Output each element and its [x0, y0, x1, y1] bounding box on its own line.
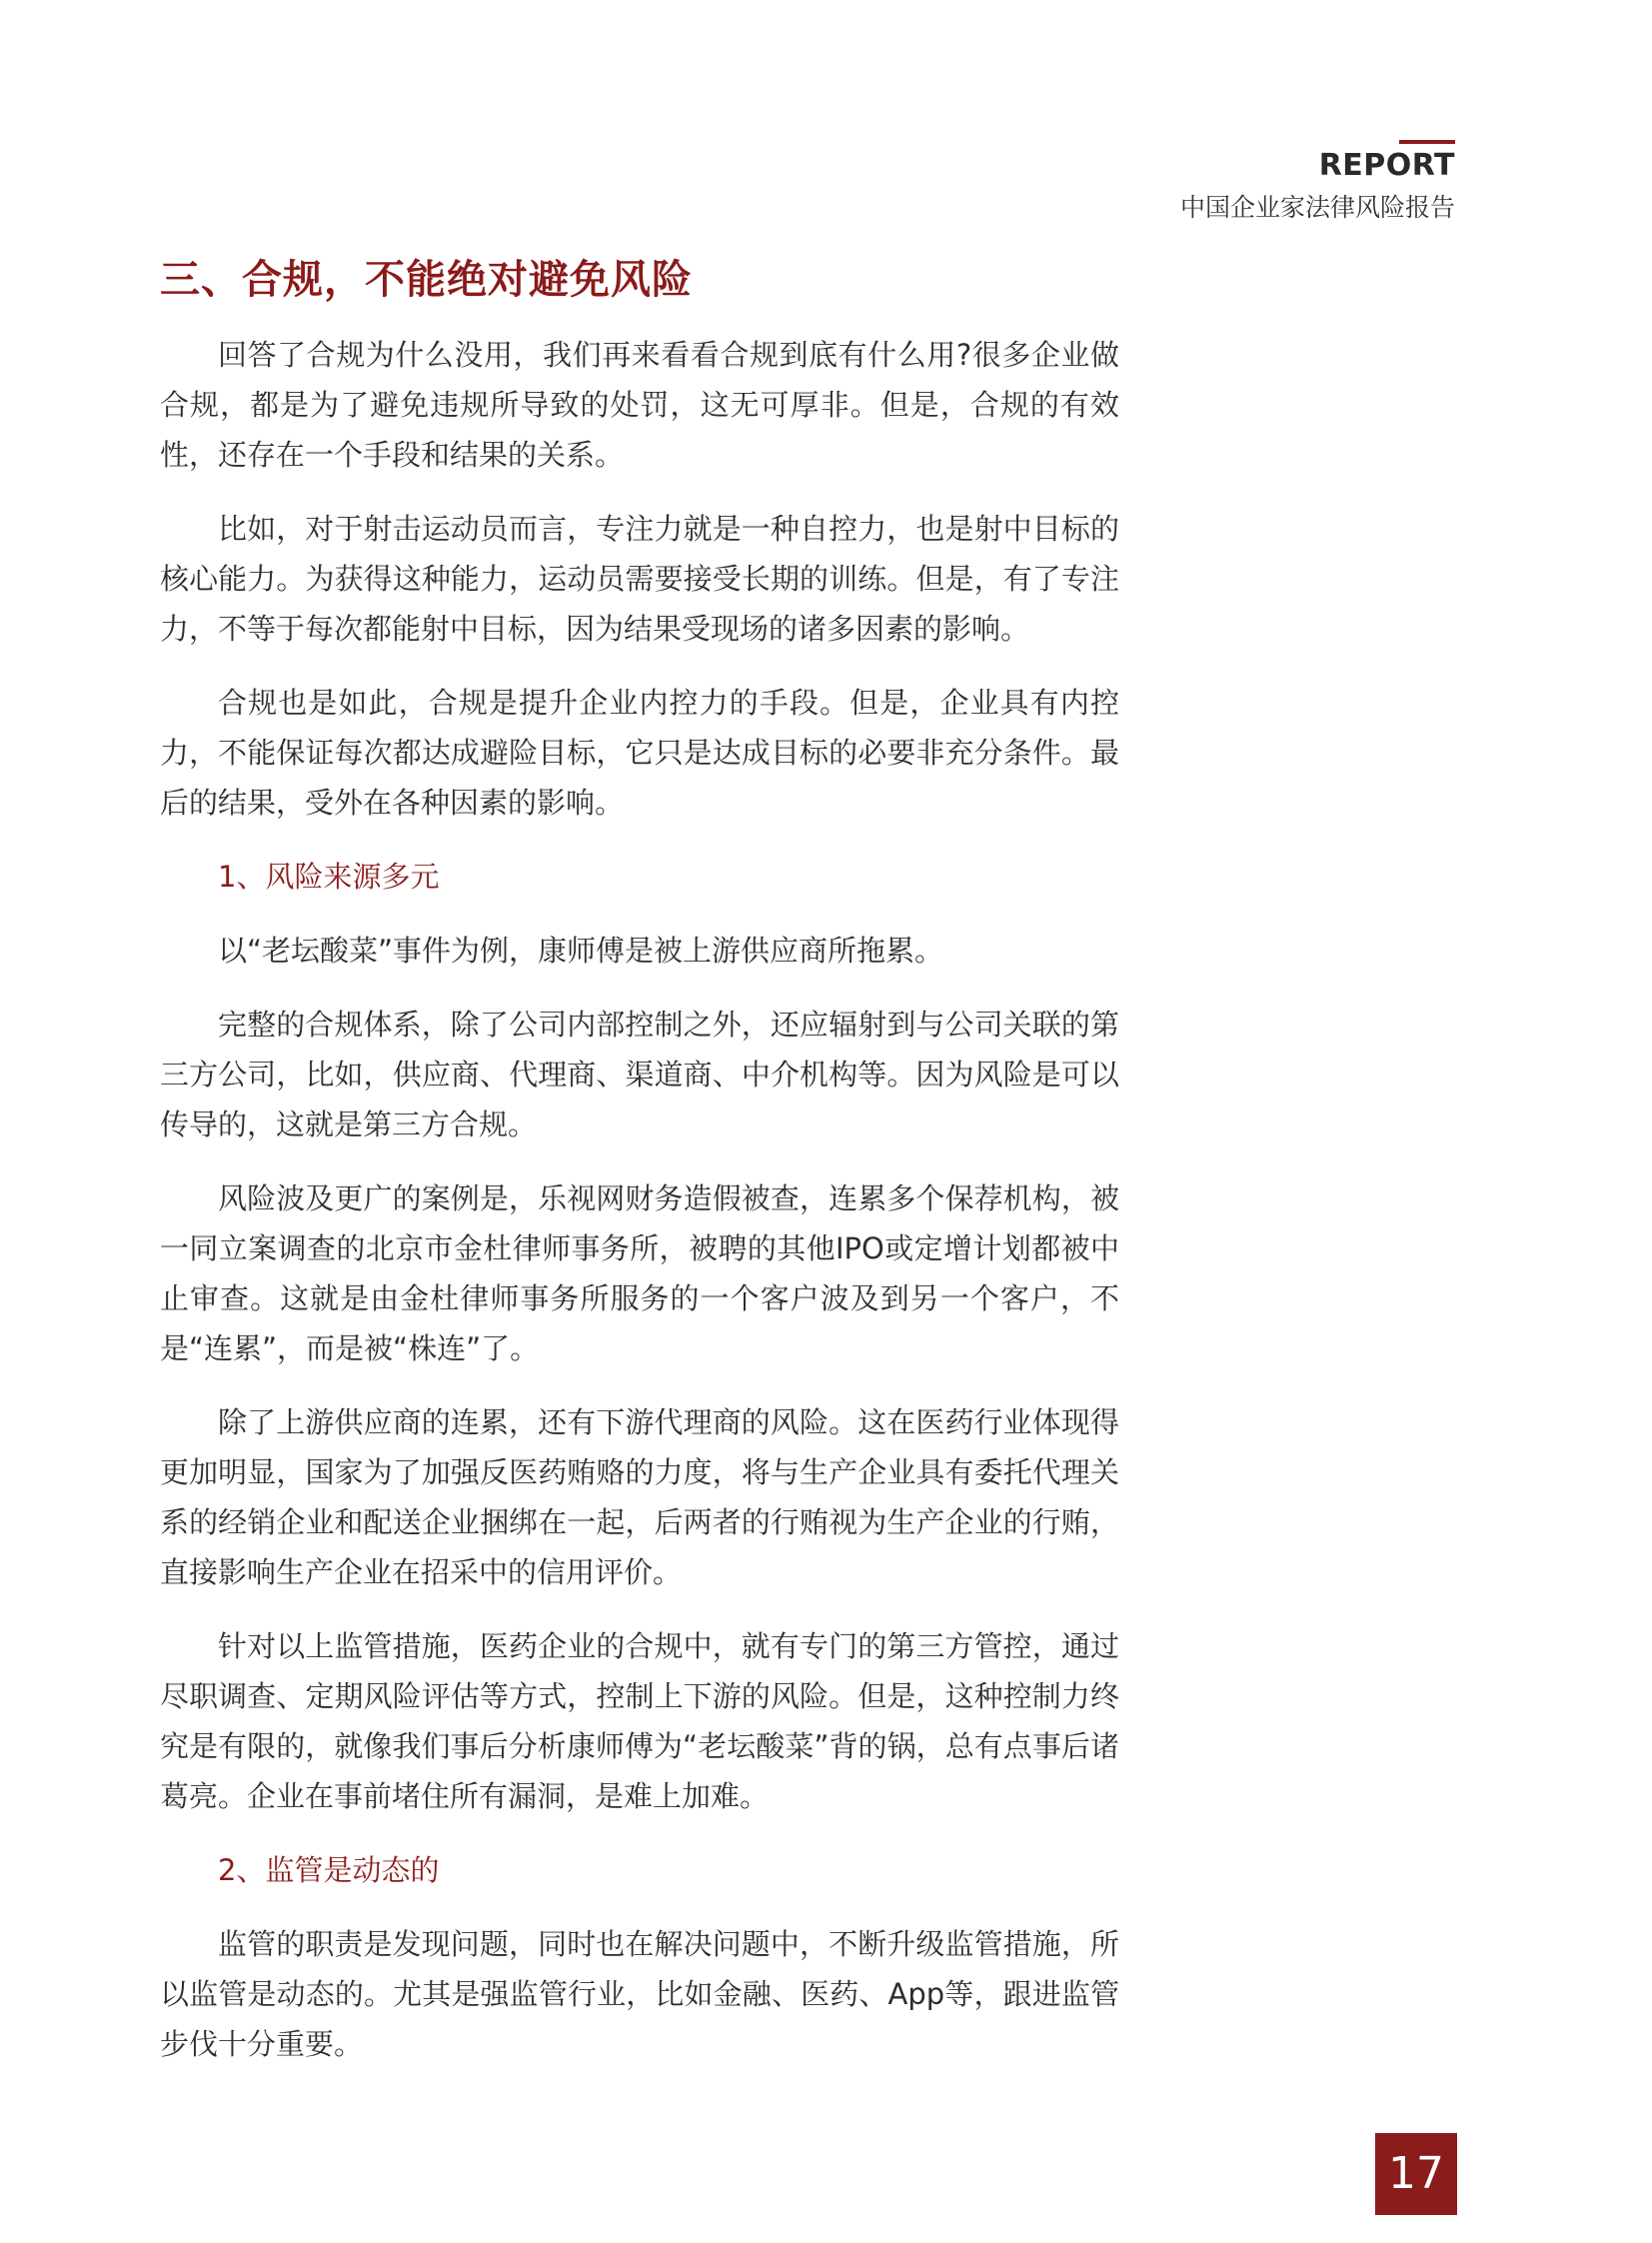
report-title: REPORT: [1318, 148, 1455, 183]
paragraph: 针对以上监管措施，医药企业的合规中，就有专门的第三方管控，通过尽职调查、定期风险评估等方式，控制上下游的风险。但是，这种控制力终究是有限的，就像我们事后分析康师傅为“老坛酸菜”背的锅，总有点事后诸葛亮。企业在事前堵住所有漏洞，是难上加难。: [160, 1629, 1119, 1813]
paragraph: 除了上游供应商的连累，还有下游代理商的风险。这在医药行业体现得更加明显，国家为了加强反医药贿赂的力度，将与生产企业具有委托代理关系的经销企业和配送企业捆绑在一起，后两者的行贿视为生产企业的行贿，直接影响生产企业在招采中的信用评价。: [160, 1405, 1119, 1589]
section-title: 三、合规，不能绝对避免风险: [160, 257, 693, 303]
paragraph: 以“老坛酸菜”事件为例，康师傅是被上游供应商所拖累。: [218, 934, 944, 968]
report-subtitle: 中国企业家法律风险报告: [1179, 193, 1455, 222]
paragraph: 比如，对于射击运动员而言，专注力就是一种自控力，也是射中目标的核心能力。为获得这种能力，运动员需要接受长期的训练。但是，有了专注力，不等于每次都能射中目标，因为结果受现场的诸多因素的影响。: [160, 512, 1119, 646]
header-accent-line: [1399, 140, 1455, 144]
paragraph: 风险波及更广的案例是，乐视网财务造假被查，连累多个保荐机构，被一同立案调查的北京市金杜律师事务所，被聘的其他IPO或定增计划都被中止审查。这就是由金杜律师事务所服务的一个客户波及到另一个客户，不是“连累”，而是被“株连”了。: [160, 1181, 1119, 1365]
page-number: 17: [1375, 2133, 1457, 2215]
paragraph: 合规也是如此，合规是提升企业内控力的手段。但是，企业具有内控力，不能保证每次都达成避险目标，它只是达成目标的必要非充分条件。最后的结果，受外在各种因素的影响。: [160, 686, 1119, 820]
paragraph: 完整的合规体系，除了公司内部控制之外，还应辐射到与公司关联的第三方公司，比如，供应商、代理商、渠道商、中介机构等。因为风险是可以传导的，这就是第三方合规。: [160, 1008, 1119, 1141]
main-content: [160, 330, 1119, 2093]
paragraph: 回答了合规为什么没用，我们再来看看合规到底有什么用?很多企业做合规，都是为了避免违规所导致的处罚，这无可厚非。但是，合规的有效性，还存在一个手段和结果的关系。: [160, 338, 1119, 472]
paragraph: 监管的职责是发现问题，同时也在解决问题中，不断升级监管措施，所以监管是动态的。尤其是强监管行业，比如金融、医药、App等，跟进监管步伐十分重要。: [160, 1927, 1119, 2061]
subheading-risk-sources: 1、风险来源多元: [218, 860, 440, 894]
subheading-dynamic-regulation: 2、监管是动态的: [218, 1853, 440, 1887]
